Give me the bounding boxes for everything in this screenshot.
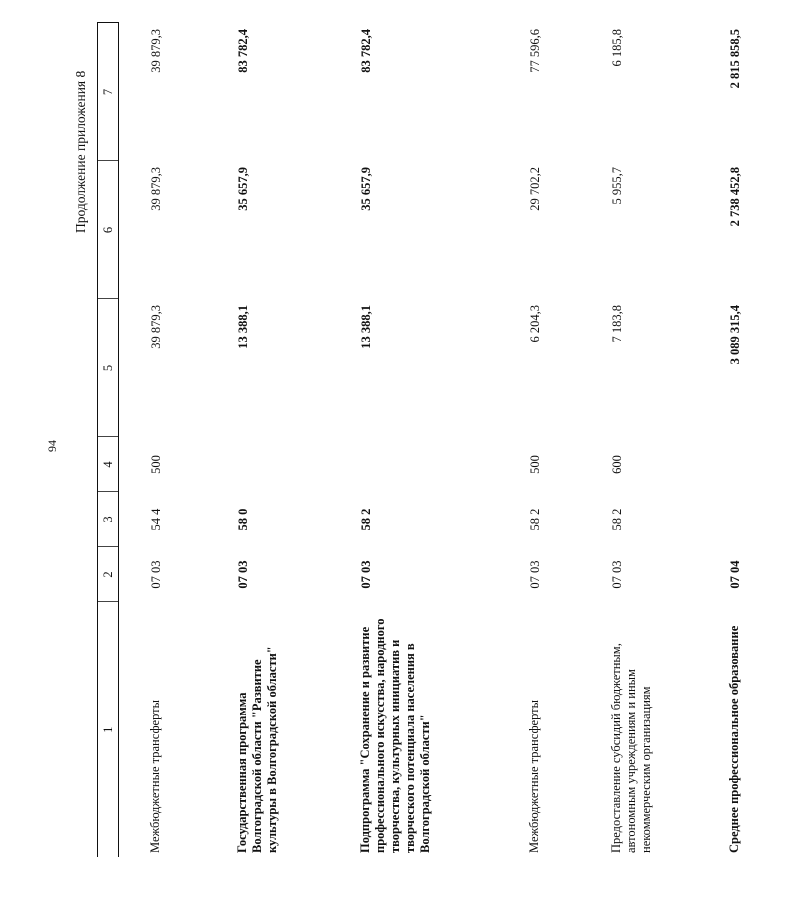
section-code: 07 03	[528, 560, 542, 589]
section-code: 07 03	[236, 560, 250, 589]
section-code: 07 03	[149, 560, 163, 589]
column-header: 6	[98, 161, 119, 299]
amount-col-5: 7 183,8	[610, 305, 624, 343]
amount-col-7: 77 596,6	[528, 29, 542, 73]
amount-col-6: 2 738 452,8	[728, 167, 742, 227]
amount-col-5: 3 089 315,4	[728, 305, 742, 365]
table-row	[119, 23, 207, 857]
target-code: 58 2	[528, 508, 542, 531]
column-header: 5	[98, 299, 119, 437]
amount-col-5: 13 388,1	[359, 305, 373, 349]
column-header: 7	[98, 23, 119, 161]
target-code: 58 0	[236, 508, 250, 531]
expense-type-code	[329, 437, 498, 492]
expense-type-code: 600	[610, 455, 624, 474]
continuation-note: Продолжение приложения 8	[73, 70, 88, 233]
expense-type-code	[698, 437, 788, 492]
expense-type-code: 500	[528, 455, 542, 474]
row-name: Предоставление субсидий бюджетным, автономным учреждениям и иным некоммерческим организациям	[609, 643, 653, 853]
amount-col-6: 29 702,2	[528, 167, 542, 211]
amount-col-7: 83 782,4	[236, 29, 250, 73]
amount-col-7: 83 782,4	[359, 29, 373, 73]
column-header: 1	[98, 602, 119, 857]
table-row	[580, 23, 698, 857]
amount-col-7: 2 815 858,5	[728, 29, 742, 89]
page-number: 94	[45, 440, 59, 452]
section-code: 07 03	[359, 560, 373, 589]
column-header: 3	[98, 492, 119, 547]
expense-type-code	[206, 437, 329, 492]
section-code: 07 03	[610, 560, 624, 589]
expense-type-code: 500	[149, 455, 163, 474]
column-header: 2	[98, 547, 119, 602]
row-name: Межбюджетные трансферты	[148, 699, 162, 853]
row-name: Государственная программа Волгоградской области "Развитие культуры в Волгоградской области"	[235, 646, 279, 853]
section-code: 07 04	[728, 560, 742, 589]
target-code: 58 2	[610, 508, 624, 531]
amount-col-6: 35 657,9	[359, 167, 373, 211]
target-code	[698, 492, 788, 547]
row-name: Среднее профессиональное образование	[727, 625, 741, 853]
amount-col-5: 39 879,3	[149, 305, 163, 349]
amount-col-6: 5 955,7	[610, 167, 624, 205]
table-row	[206, 23, 329, 857]
amount-col-7: 39 879,3	[149, 29, 163, 73]
row-name: Межбюджетные трансферты	[527, 699, 541, 853]
target-code: 58 2	[359, 508, 373, 531]
table-row	[698, 23, 788, 857]
column-header: 4	[98, 437, 119, 492]
amount-col-7: 6 185,8	[610, 29, 624, 67]
budget-table	[97, 23, 788, 858]
table-row	[329, 23, 498, 857]
table-row	[498, 23, 580, 857]
target-code: 54 4	[149, 508, 163, 531]
amount-col-6: 39 879,3	[149, 167, 163, 211]
table-header-row	[98, 23, 119, 857]
amount-col-5: 6 204,3	[528, 305, 542, 343]
amount-col-5: 13 388,1	[236, 305, 250, 349]
row-name: Подпрограмма "Сохранение и развитие профессионального искусства, народного творчества, культурных инициатив и творческого потенциала населения в Волгоградской области"	[358, 618, 432, 853]
amount-col-6: 35 657,9	[236, 167, 250, 211]
